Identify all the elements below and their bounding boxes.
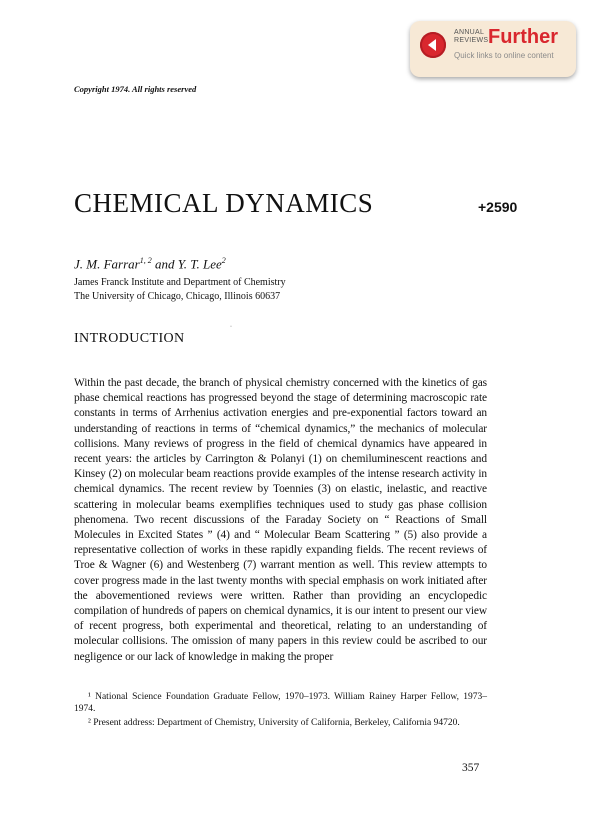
- author-2-footnote-mark: 2: [221, 256, 226, 265]
- annual-reviews-further-badge[interactable]: [410, 21, 576, 77]
- author-2: Y. T. Lee: [177, 256, 222, 272]
- copyright-notice: Copyright 1974. All rights reserved: [74, 84, 197, 94]
- stray-mark: ·: [230, 324, 232, 330]
- back-arrow-circle-icon[interactable]: [420, 32, 446, 58]
- author-1-footnote-marks: 1, 2: [139, 256, 152, 265]
- affiliation-line-2: The University of Chicago, Chicago, Illinois 60637: [74, 291, 281, 302]
- article-title: CHEMICAL DYNAMICS: [74, 188, 374, 218]
- footnote-2: ² Present address: Department of Chemistry, University of California, Berkeley, California 94720.: [88, 718, 460, 728]
- page-number: 357: [462, 762, 480, 774]
- author-line: [74, 256, 226, 272]
- further-label: Further: [488, 26, 558, 48]
- section-heading: INTRODUCTION: [74, 331, 185, 346]
- affiliation-line-1: James Franck Institute and Department of Chemistry: [74, 277, 286, 288]
- quick-links-label: Quick links to online content: [454, 51, 554, 60]
- footnote-1: ¹ National Science Foundation Graduate Fellow, 1970–1973. William Rainey Harper Fellow, 1973–1974.: [74, 692, 487, 715]
- annual-reviews-logo-text: [454, 29, 488, 45]
- annual-reviews-label: ANNUAL REVIEWS: [454, 29, 489, 44]
- author-conjunction: and: [154, 256, 175, 272]
- author-1: J. M. Farrar: [74, 256, 140, 272]
- body-paragraph: Within the past decade, the branch of physical chemistry concerned with the kinetics of gas phase chemical reactions has progressed beyond the stage of determining macroscopic rate constants in terms of Arrhenius activation energies and pre-exponential factors toward an understanding of reactions in terms of “chemical dynamics,” the mechanics of molecular collisions. Many reviews of progress in the field of chemical dynamics have appeared in recent years: the articles by Carrington & Polanyi (1) on chemiluminescent reactions and Kinsey (2) on molecular beam reactions provide examples of the intense research activity in chemical dynamics. The recent review by Toennies (3) on elastic, inelastic, and reactive scattering in molecular beams exemplifies techniques used to study gas phase collision phenomena. Two recent discussions of the Faraday Society on “ Reactions of Small Molecules in Excited States ” (4) and “ Molecular Beam Scattering ” (5) also provide a representative collection of works in these rapidly expanding fields. The recent reviews of Troe & Wagner (6) and Westenberg (7) warrant mention as well. This review attempts to cover progress made in the last twenty months with special emphasis on work initiated after the abovementioned reviews were written. Rather than providing an encyclopedic compilation of hundreds of papers on chemical dynamics, it is our intent to present our view of recent progress, both experimental and theoretical, relating to an understanding of molecular collisions. The omission of many papers in this review could be ascribed to our negligence or our lack of knowledge in making the proper: [74, 377, 487, 663]
- article-code: +2590: [478, 199, 518, 215]
